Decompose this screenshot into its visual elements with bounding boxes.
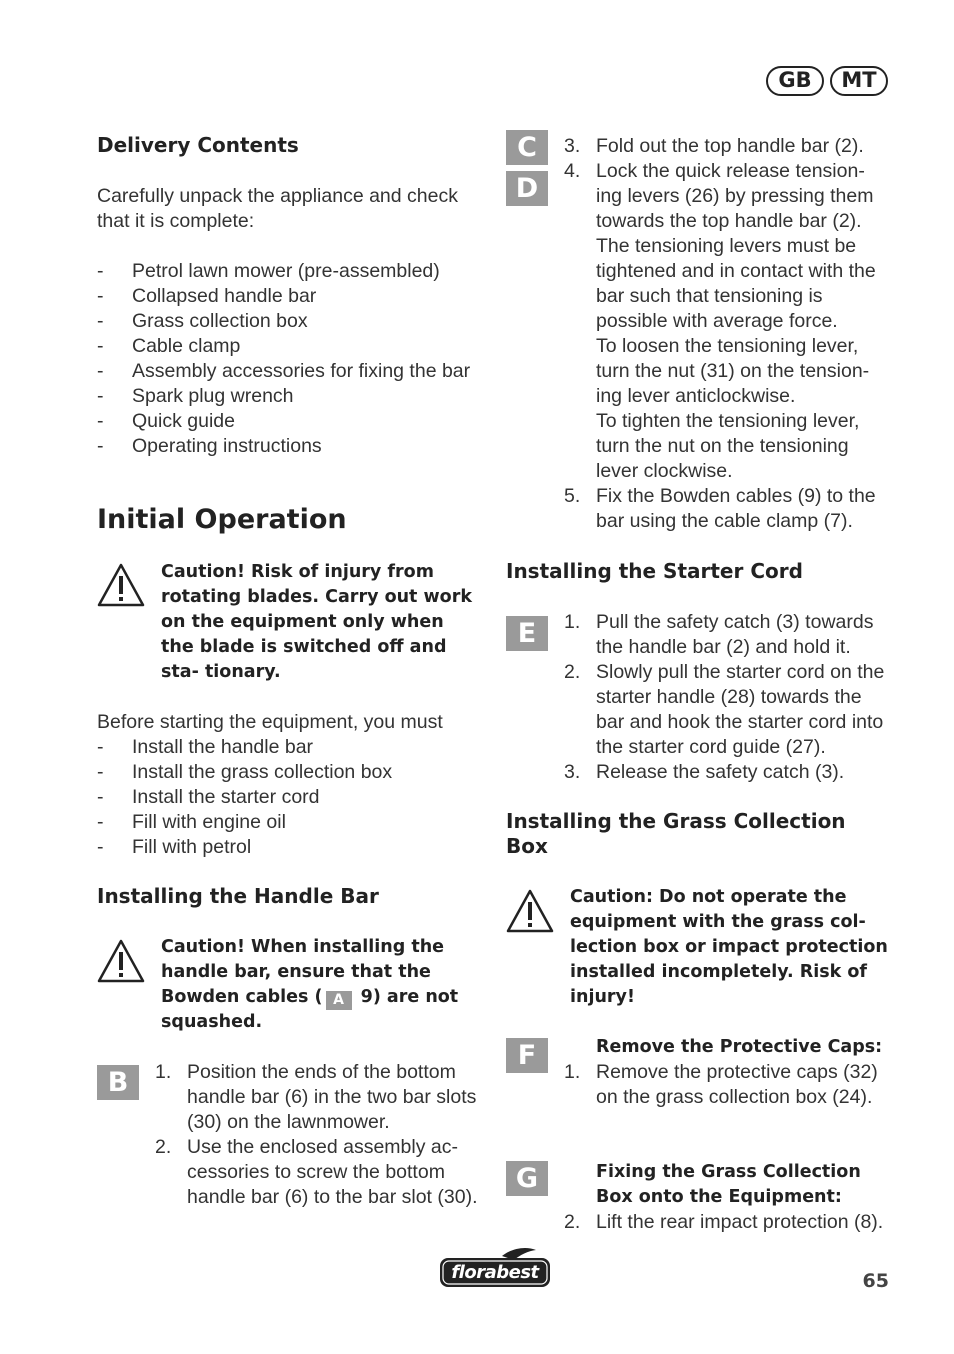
list-item: - Install the grass collection box	[97, 760, 482, 785]
step-number: 2.	[564, 661, 581, 683]
step-number: 1.	[155, 1061, 172, 1083]
step-text: Lock the quick release tension- ing levers (26) by pressing them towards the top handle bar (2). The tensioning levers must be tightened and in contact with the bar such that tensioning is possible with average force.	[596, 160, 876, 332]
fixing-grass-box-subheading: Fixing the Grass Collection Box onto the Equipment:	[596, 1162, 861, 1207]
step-number: 4.	[564, 160, 581, 182]
handle-bar-steps	[155, 1060, 480, 1210]
starter-cord-steps	[564, 610, 894, 785]
step-number: 2.	[155, 1136, 172, 1158]
step-text: Pull the safety catch (3) towards the handle bar (2) and hold it.	[596, 611, 874, 658]
step-text: To tighten the tensioning lever, turn the nut on the tensioning lever clockwise.	[596, 410, 860, 482]
caution-bowden-cables	[161, 935, 479, 1035]
step-number: 3.	[564, 761, 581, 783]
step-number: 2.	[564, 1211, 581, 1233]
step-text: Fix the Bowden cables (9) to the bar using the cable clamp (7).	[596, 485, 876, 532]
step-number: 1.	[564, 611, 581, 633]
list-item: - Petrol lawn mower (pre-assembled)	[97, 259, 482, 284]
language-badge-mt: MT	[830, 66, 888, 96]
list-item: - Fill with petrol	[97, 835, 482, 860]
list-item	[155, 1135, 480, 1210]
remove-caps-subheading: Remove the Protective Caps:	[596, 1037, 883, 1057]
list-item	[155, 1060, 480, 1135]
handle-bar-steps-continued	[564, 134, 894, 534]
step-text: Release the safety catch (3).	[596, 761, 845, 783]
caution-bowden-text-2: 9) are not squashed.	[161, 987, 459, 1032]
list-item	[564, 134, 894, 159]
list-item	[564, 610, 894, 660]
list-item: - Install the starter cord	[97, 785, 482, 810]
list-item	[564, 334, 894, 409]
figure-label-g: G	[506, 1161, 548, 1196]
language-badge-gb: GB	[766, 66, 824, 96]
step-text: Lift the rear impact protection (8).	[596, 1211, 884, 1233]
caution-grass-box: Caution: Do not operate the equipment with the grass col- lection box or impact protection installed incompletely. Risk of injury!	[570, 887, 888, 1007]
figure-label-e: E	[506, 616, 548, 651]
figure-label-b: B	[97, 1065, 139, 1100]
list-item: - Install the handle bar	[97, 735, 482, 760]
page-number: 65	[862, 1270, 889, 1292]
step-text: Fold out the top handle bar (2).	[596, 135, 864, 157]
list-item: - Assembly accessories for fixing the bar	[97, 359, 482, 384]
step-number: 1.	[564, 1061, 581, 1083]
list-item	[564, 409, 894, 484]
list-item: - Collapsed handle bar	[97, 284, 482, 309]
step-text: Position the ends of the bottom handle bar (6) in the two bar slots (30) on the lawnmower.	[187, 1061, 477, 1133]
list-item	[564, 660, 894, 760]
initial-operation-heading: Initial Operation	[97, 504, 347, 535]
figure-ref-a: A	[326, 991, 352, 1010]
list-item	[564, 1210, 894, 1235]
installing-starter-cord-heading: Installing the Starter Cord	[506, 559, 803, 583]
warning-triangle-icon	[97, 938, 145, 984]
warning-triangle-icon	[97, 562, 145, 608]
installing-handle-bar-heading: Installing the Handle Bar	[97, 884, 379, 908]
step-text: Slowly pull the starter cord on the starter handle (28) towards the bar and hook the starter cord into the starter cord guide (27).	[596, 661, 885, 758]
caution-bowden-text-1: Caution! When installing the handle bar, ensure that the Bowden cables (	[161, 937, 445, 1007]
delivery-list	[97, 259, 482, 459]
warning-triangle-icon	[506, 888, 554, 934]
installing-grass-box-heading: Installing the Grass Collection Box	[506, 809, 846, 858]
figure-label-d: D	[506, 171, 548, 206]
remove-caps-steps	[564, 1060, 894, 1110]
list-item	[564, 484, 894, 534]
caution-rotating-blades: Caution! Risk of injury from rotating blades. Carry out work on the equipment only when the blade is switched off and sta- tionary.	[161, 562, 472, 682]
fixing-grass-box-steps	[564, 1210, 894, 1235]
list-item	[564, 760, 894, 785]
delivery-contents-heading: Delivery Contents	[97, 133, 299, 157]
list-item: - Spark plug wrench	[97, 384, 482, 409]
logo-text: florabest	[451, 1262, 539, 1283]
step-text: To loosen the tensioning lever, turn the nut (31) on the tension- ing lever anticlockwise.	[596, 335, 870, 407]
before-starting-list	[97, 735, 482, 860]
step-text: Remove the protective caps (32) on the grass collection box (24).	[596, 1061, 878, 1108]
before-starting-intro: Before starting the equipment, you must	[97, 711, 443, 733]
list-item: - Grass collection box	[97, 309, 482, 334]
list-item: - Fill with engine oil	[97, 810, 482, 835]
list-item	[564, 159, 894, 334]
figure-label-f: F	[506, 1038, 548, 1073]
step-number: 3.	[564, 135, 581, 157]
florabest-logo	[438, 1246, 552, 1290]
list-item	[564, 1060, 894, 1110]
list-item: - Operating instructions	[97, 434, 482, 459]
step-text: Use the enclosed assembly ac- cessories to screw the bottom handle bar (6) to the bar slot (30).	[187, 1136, 478, 1208]
step-number: 5.	[564, 485, 581, 507]
list-item: - Cable clamp	[97, 334, 482, 359]
list-item: - Quick guide	[97, 409, 482, 434]
figure-label-c: C	[506, 130, 548, 165]
delivery-intro: Carefully unpack the appliance and check that it is complete:	[97, 185, 458, 232]
